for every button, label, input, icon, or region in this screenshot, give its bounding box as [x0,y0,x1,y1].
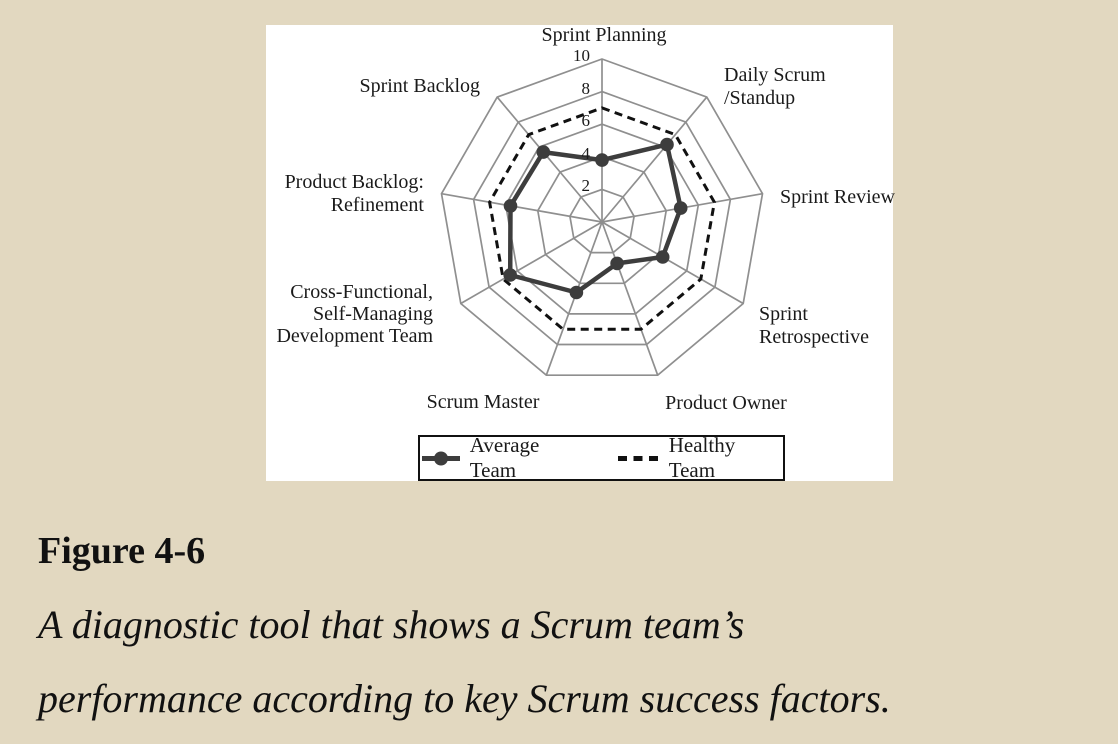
axis-label-sprint-planning: Sprint Planning [541,24,667,46]
axis-label-product-backlog-refinement: Product Backlog: Refinement [284,171,424,216]
tick-label-10: 10 [573,46,590,65]
axis-label-sprint-backlog: Sprint Backlog [359,75,480,97]
tick-label-4: 4 [581,143,590,163]
axis-label-product-owner: Product Owner [665,392,787,414]
data-point-cross-functional-self-managing-development-team [503,268,517,282]
axis-label-cross-functional-self-managing-development-team: Cross-Functional, Self-Managing Development Team [276,281,433,347]
axis-spoke-product-backlog-refinement [442,194,603,222]
figure-caption-line-1: A diagnostic tool that shows a Scrum team’s [38,602,745,647]
data-point-product-backlog-refinement [504,199,518,213]
legend-label-average-team: Average Team [469,433,540,482]
figure-caption-line-2: performance according to key Scrum success factors. [38,676,891,721]
data-point-product-owner [610,257,624,271]
series-line-average-team [510,145,681,293]
data-point-daily-scrum-standup [660,138,674,152]
data-point-sprint-backlog [537,145,551,159]
legend-item-healthy-team [617,433,783,483]
average-team-marker-icon [420,450,461,467]
legend-label-healthy-team: Healthy Team [668,433,736,482]
legend-item-average-team [420,433,587,483]
legend [418,435,785,481]
tick-label-6: 6 [581,111,590,131]
healthy-team-marker-icon [617,450,660,467]
data-point-sprint-review [674,201,688,215]
tick-label-2: 2 [581,176,590,196]
axis-spoke-daily-scrum-standup [602,97,707,222]
axis-label-daily-scrum-standup: Daily Scrum /Standup [724,64,826,109]
tick-label-8: 8 [581,78,590,98]
data-point-sprint-retrospective [656,250,670,264]
axis-label-sprint-review: Sprint Review [780,186,895,208]
data-point-sprint-planning [595,153,609,167]
data-point-scrum-master [570,286,584,300]
axis-label-scrum-master: Scrum Master [426,391,540,413]
axis-label-sprint-retrospective: Sprint Retrospective [759,303,869,348]
figure-label: Figure 4-6 [38,530,206,572]
axis-spoke-product-owner [602,222,658,375]
